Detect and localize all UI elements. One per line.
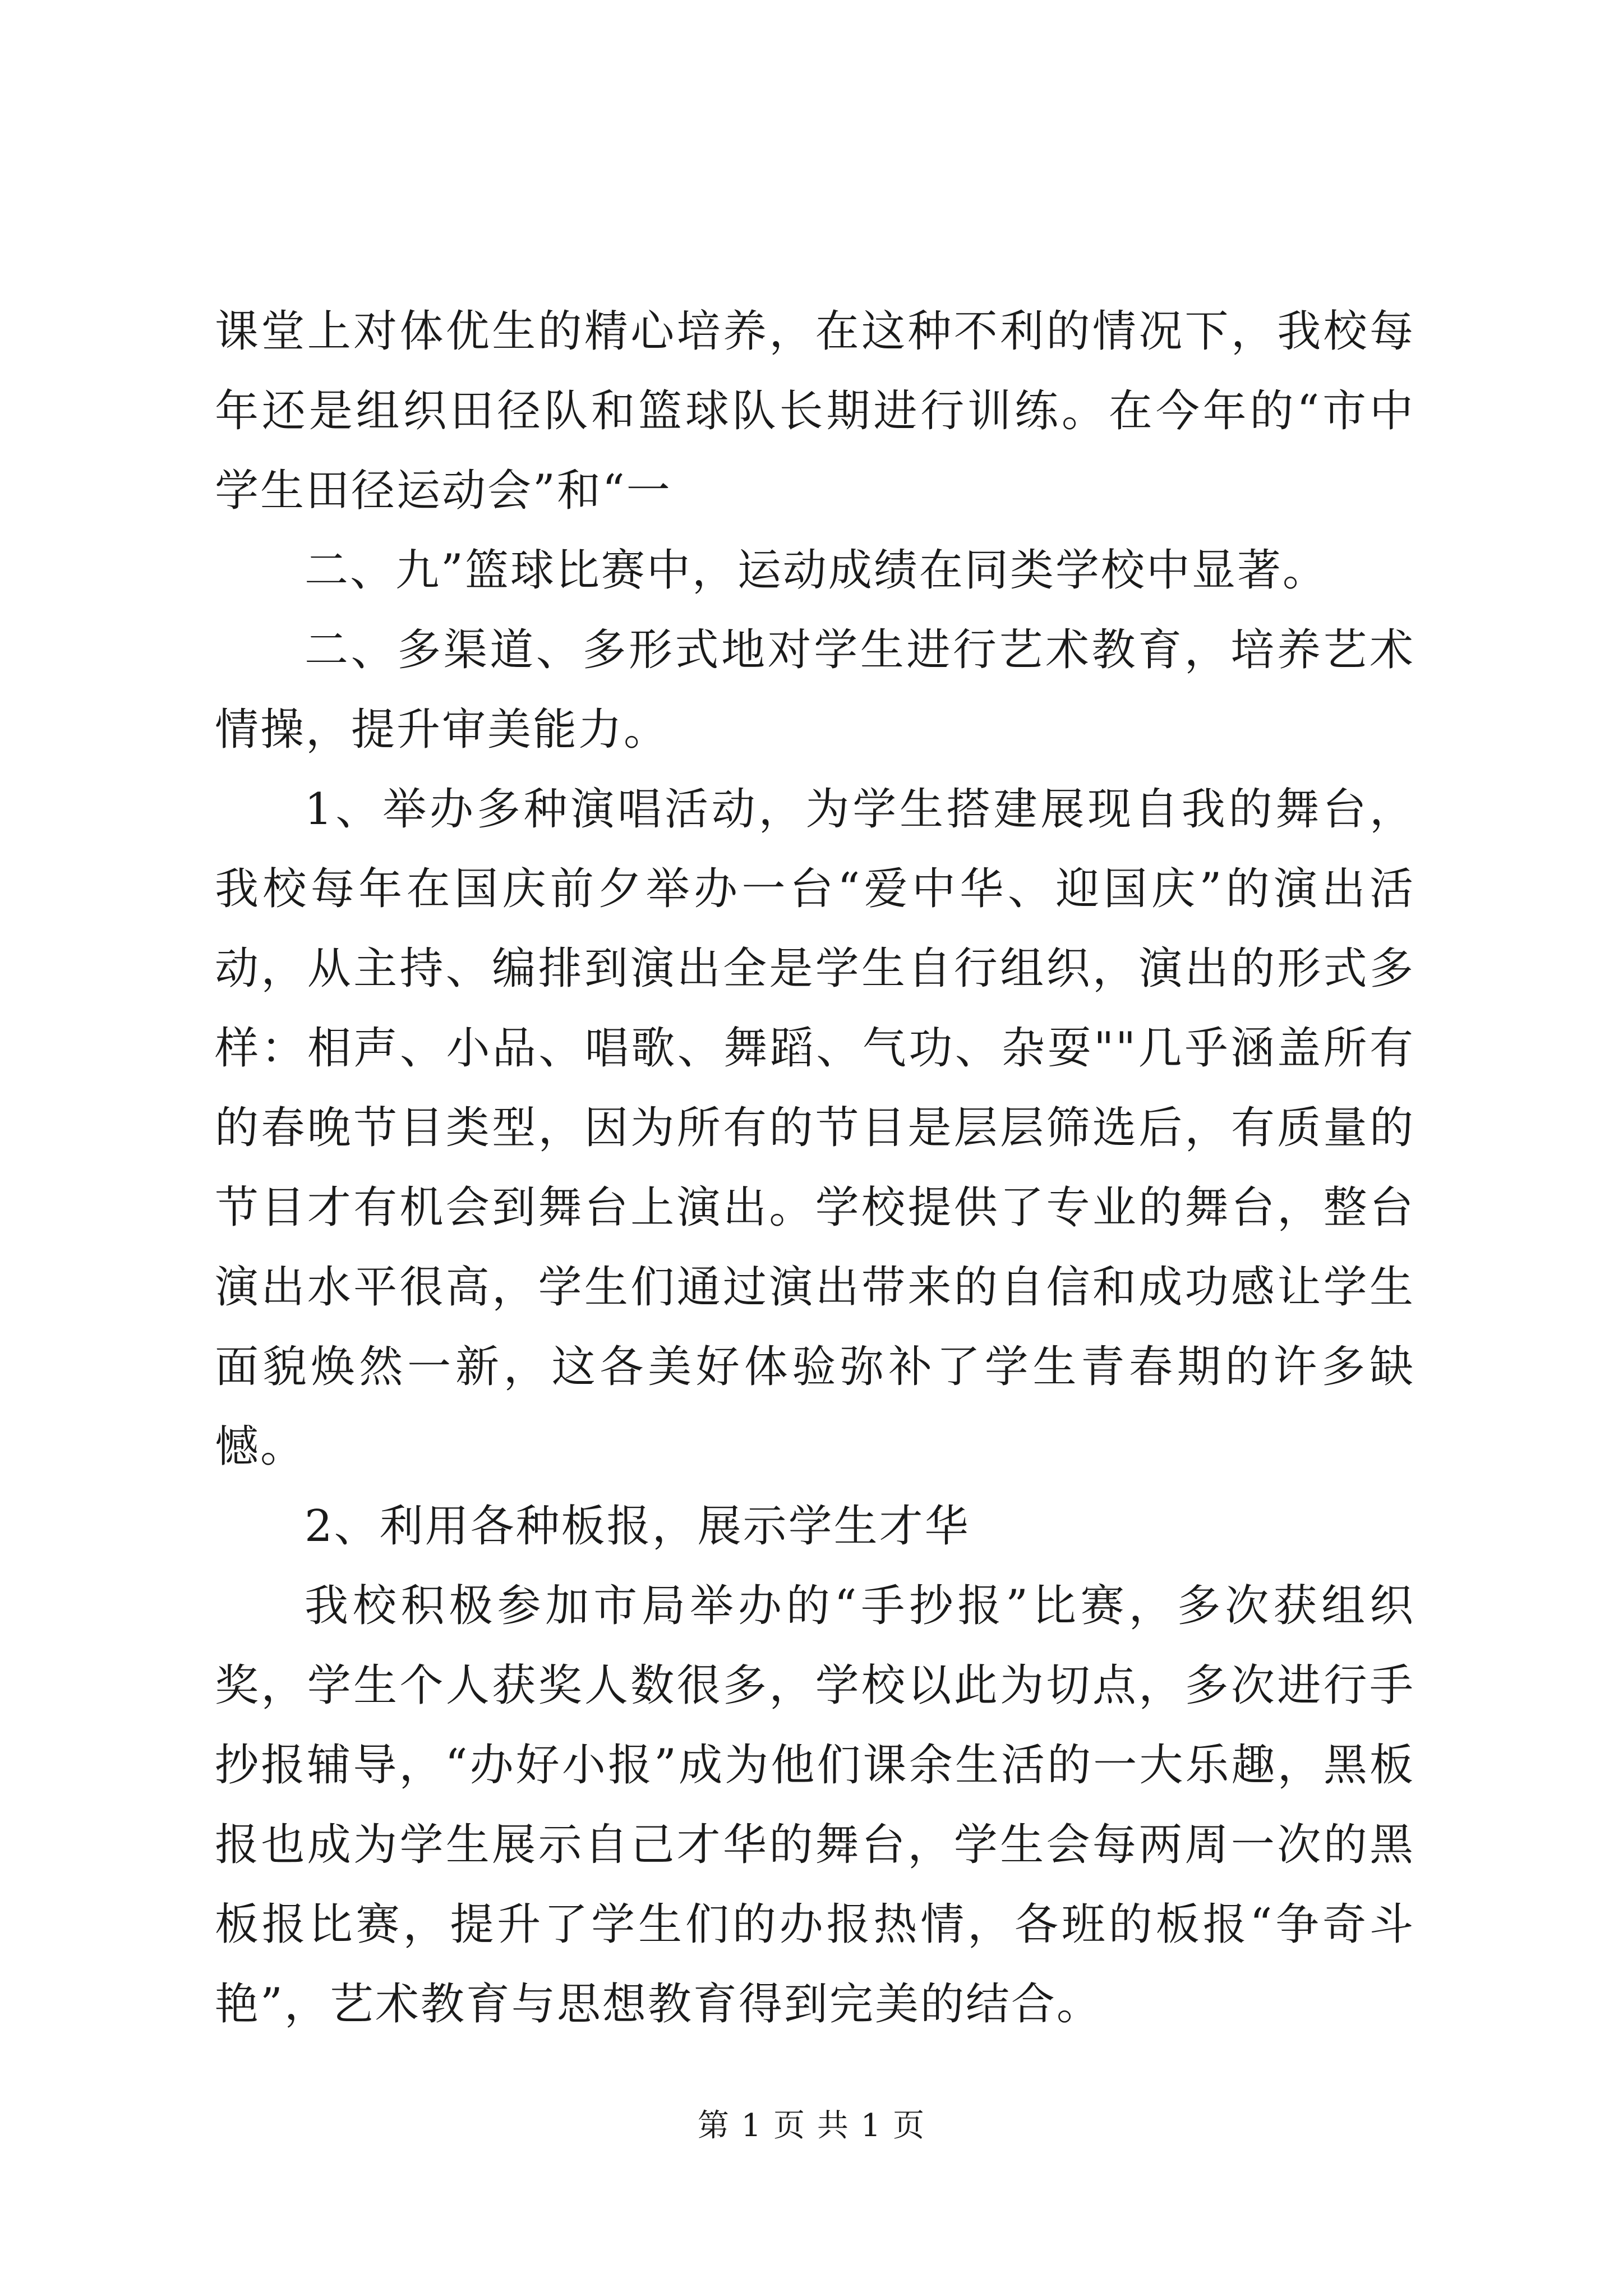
document-body [215, 292, 1415, 2044]
paragraph-3: 二、多渠道、多形式地对学生进行艺术教育，培养艺术情操，提升审美能力。 [215, 625, 1415, 755]
page-number-footer: 第 1 页 共 1 页 [697, 2108, 926, 2144]
paragraph-2: 二、九”篮球比赛中，运动成绩在同类学校中显著。 [305, 545, 1328, 596]
paragraph-6: 我校积极参加市局举办的“手抄报”比赛，多次获组织奖，学生个人获奖人数很多，学校以此为切点，多次进行手抄报辅导，“办好小报”成为他们课余生活的一大乐趣，黑板报也成为学生展示自己才华的舞台，学生会每两周一次的黑板报比赛，提升了学生们的办报热情，各班的板报“争奇斗艳”，艺术教育与思想教育得到完美的结合。 [215, 1581, 1415, 2030]
paragraph-4: 1、举办多种演唱活动，为学生搭建展现自我的舞台，我校每年在国庆前夕举办一台“爱中华、迎国庆”的演出活动，从主持、编排到演出全是学生自行组织，演出的形式多样：相声、小品、唱歌、舞蹈、气功、杂耍""几乎涵盖所有的春晚节目类型，因为所有的节目是层层筛选后，有质量的节目才有机会到舞台上演出。学校提供了专业的舞台，整台演出水平很高，学生们通过演出带来的自信和成功感让学生面貌焕然一新，这各美好体验弥补了学生青春期的许多缺憾。 [215, 784, 1415, 1472]
paragraph-5: 2、利用各种板报，展示学生才华 [305, 1501, 970, 1552]
paragraph-1: 课堂上对体优生的精心培养，在这种不利的情况下，我校每年还是组织田径队和篮球队长期进行训练。在今年的“市中学生田径运动会”和“一 [215, 306, 1415, 516]
